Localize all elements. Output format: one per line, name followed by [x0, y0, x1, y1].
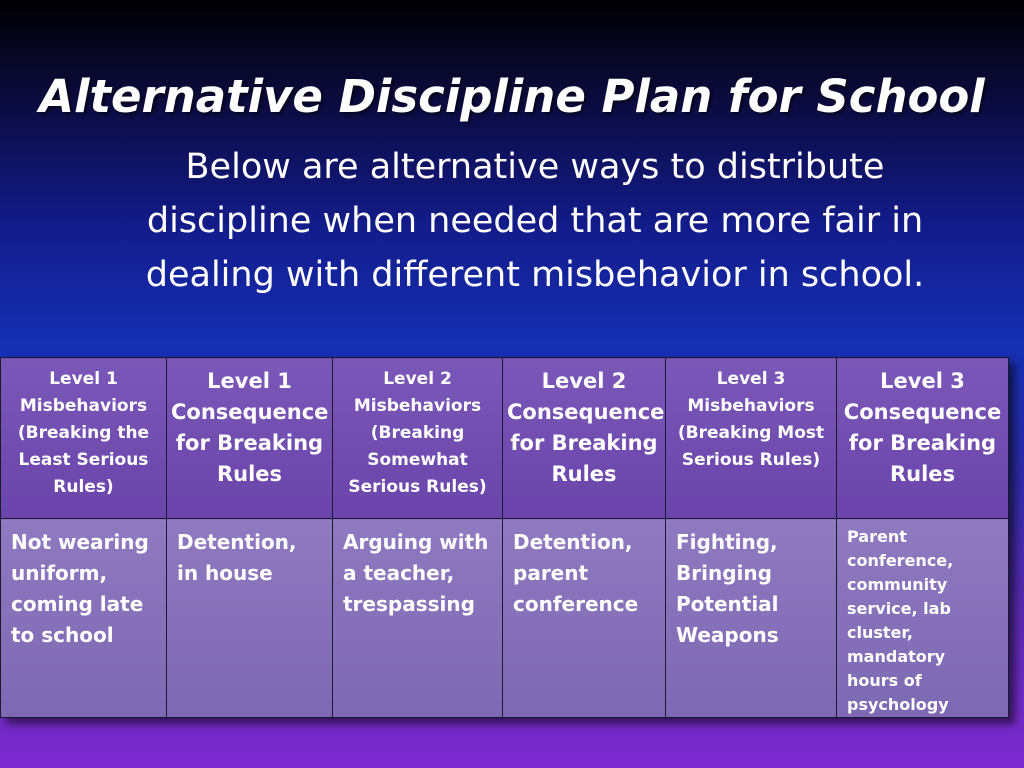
cell-level1-misbehaviors: Not wearing uniform, coming late to school: [1, 519, 167, 718]
header-level2-misbehaviors: Level 2 Misbehaviors (Breaking Somewhat Serious Rules): [333, 358, 503, 519]
cell-level1-consequence: Detention, in house: [167, 519, 333, 718]
cell-level2-misbehaviors: Arguing with a teacher, trespassing: [333, 519, 503, 718]
cell-level2-consequence: Detention, parent conference: [503, 519, 666, 718]
cell-level3-consequence: Parent conference, community service, lab cluster, mandatory hours of psychology: [837, 519, 1009, 718]
header-level3-misbehaviors: Level 3 Misbehaviors (Breaking Most Serious Rules): [666, 358, 837, 519]
header-level1-misbehaviors: Level 1 Misbehaviors (Breaking the Least Serious Rules): [1, 358, 167, 519]
cell-level3-misbehaviors: Fighting, Bringing Potential Weapons: [666, 519, 837, 718]
slide-title: Alternative Discipline Plan for School: [39, 70, 985, 123]
header-level3-consequence: Level 3 Consequence for Breaking Rules: [837, 358, 1009, 519]
discipline-table: [0, 357, 1008, 714]
table-row: [1, 519, 1009, 718]
header-level1-consequence: Level 1 Consequence for Breaking Rules: [167, 358, 333, 519]
slide-subtitle: Below are alternative ways to distribute discipline when needed that are more fair in dealing with different misbehavior in school.: [145, 147, 925, 295]
header-level2-consequence: Level 2 Consequence for Breaking Rules: [503, 358, 666, 519]
table-header-row: [1, 358, 1009, 519]
